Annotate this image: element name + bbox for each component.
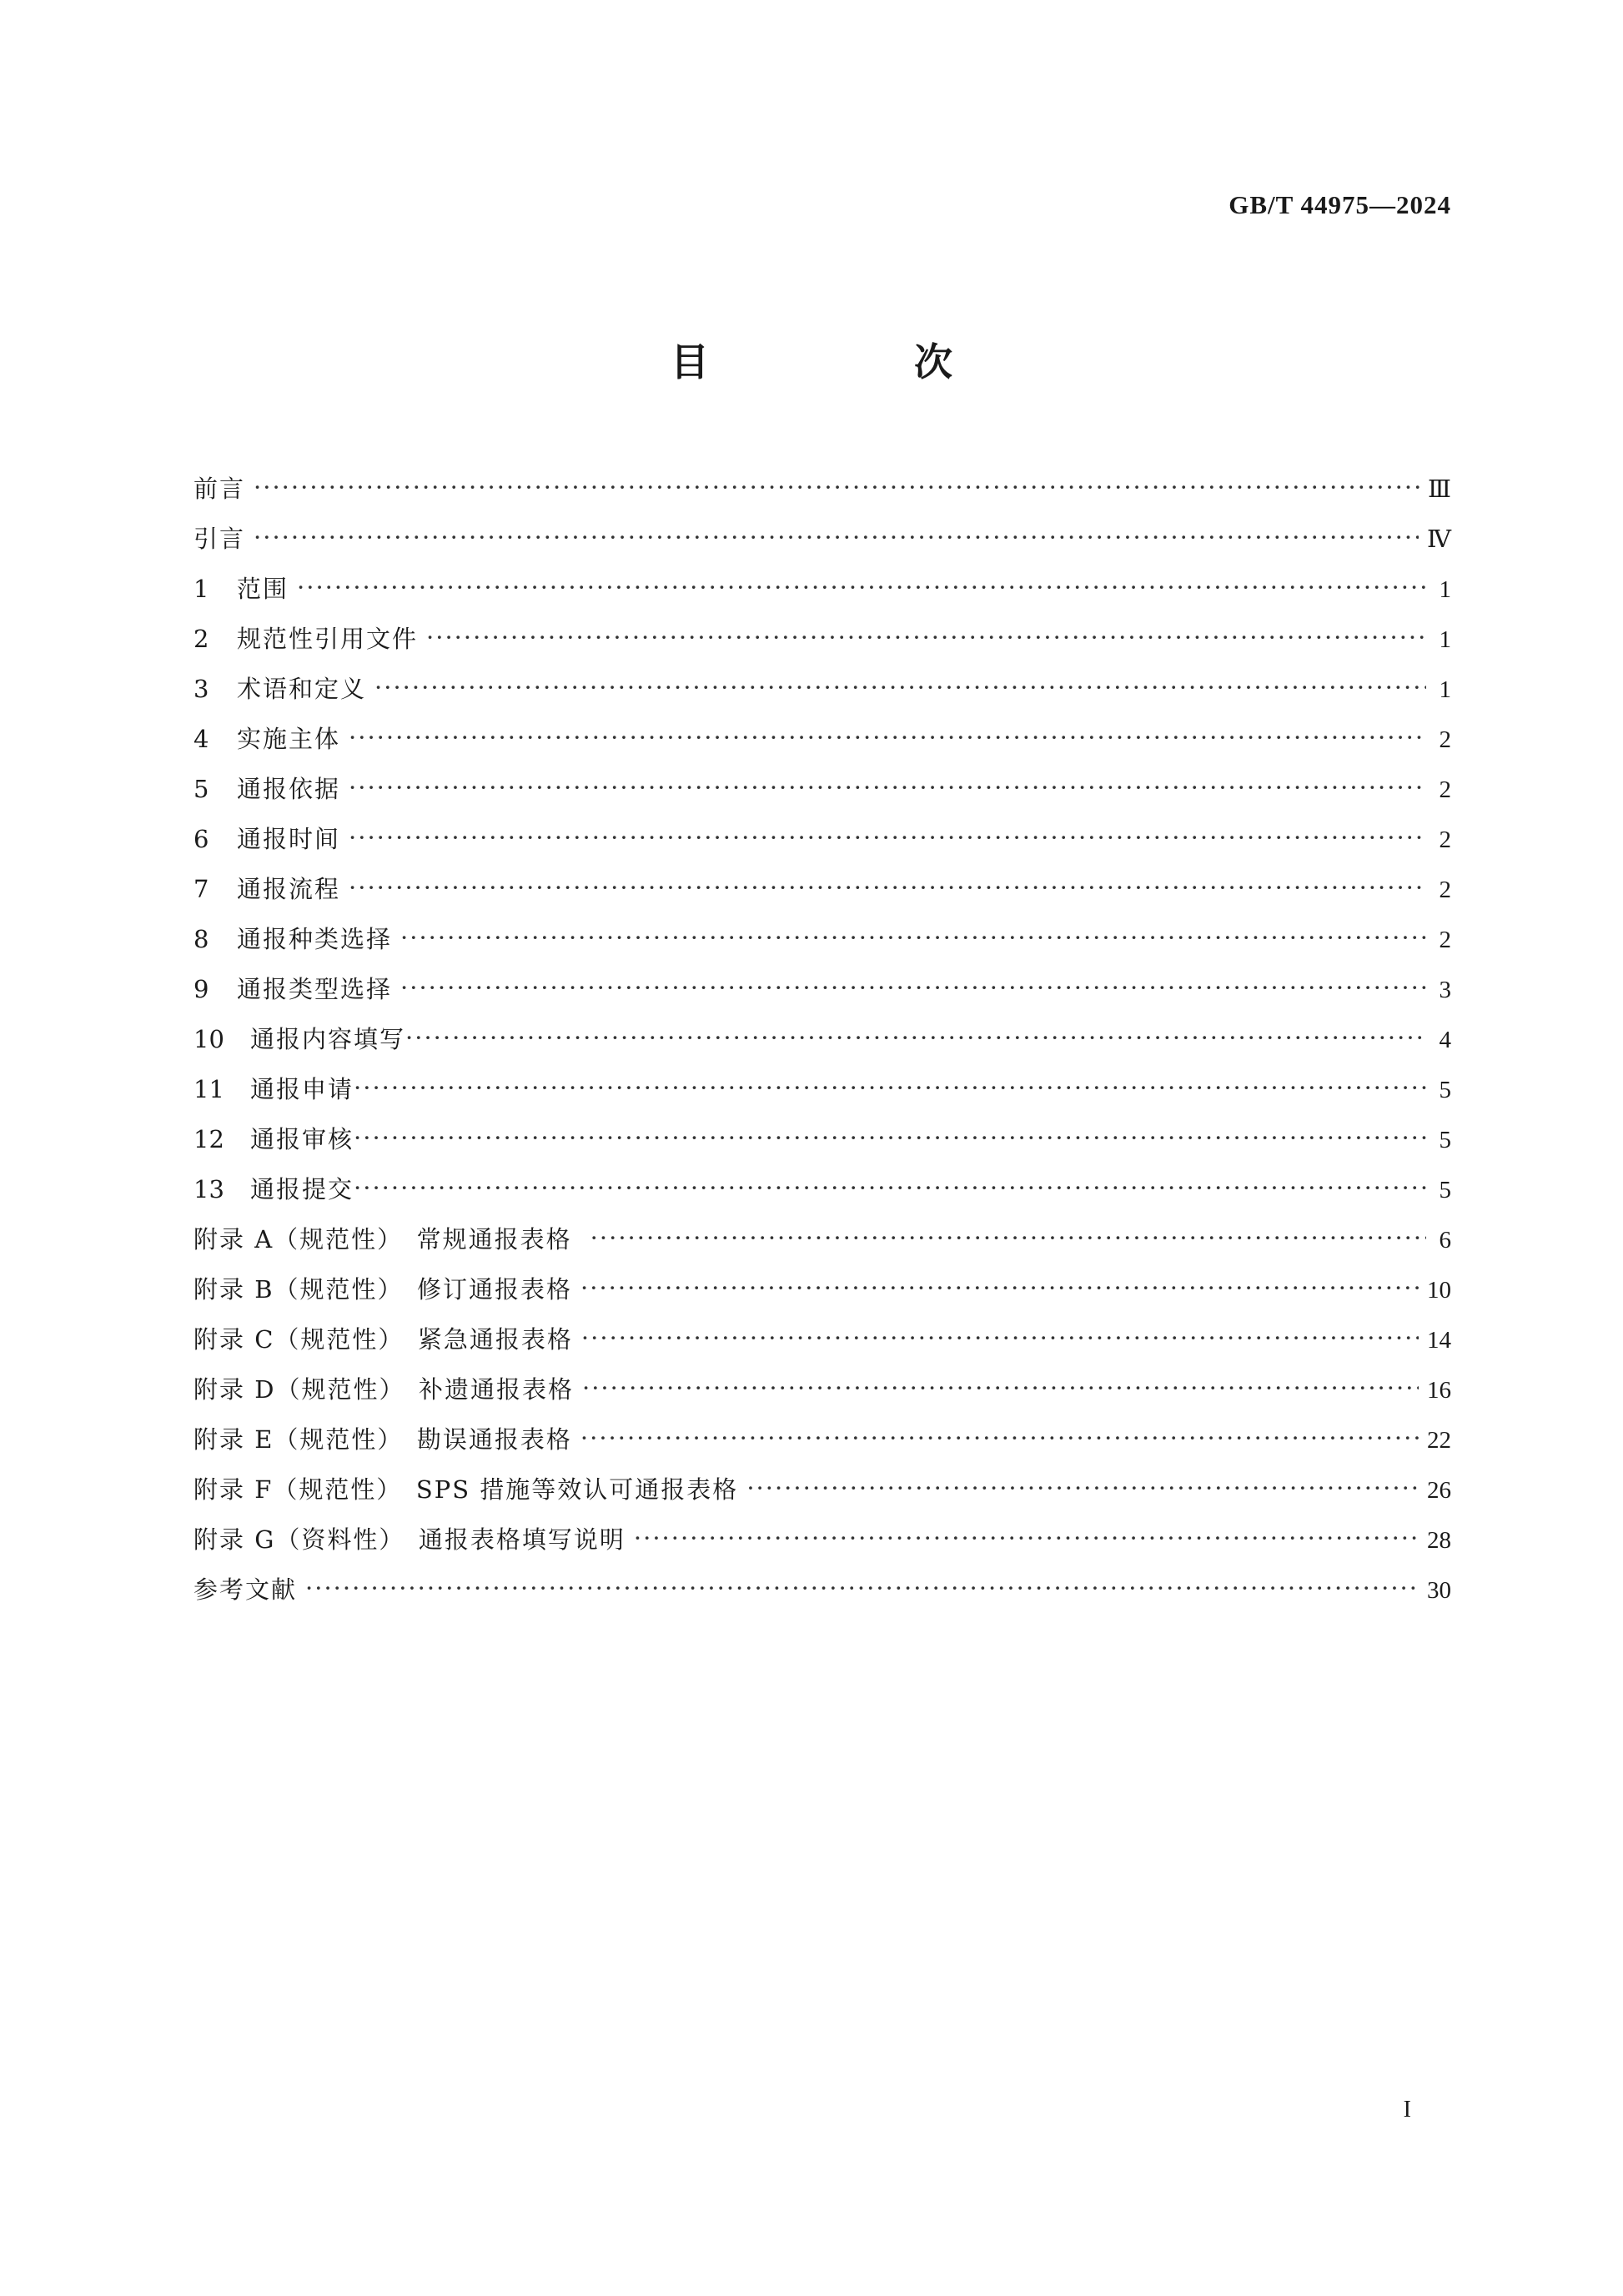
toc-entry-label: 实施主体: [237, 725, 341, 753]
toc-entry-3[interactable]: [193, 664, 1451, 714]
toc-leader-dots: [349, 712, 1426, 762]
toc-entry-label: 通报类型选择: [237, 975, 393, 1003]
toc-entry-label: 通报依据: [237, 775, 341, 803]
toc-entry-page: 2: [1439, 927, 1451, 953]
toc-entry-label: 术语和定义: [237, 675, 367, 703]
toc-entry-page: 1: [1439, 576, 1451, 603]
toc-entry-page: 22: [1427, 1427, 1451, 1454]
toc-entry-annex-f[interactable]: [193, 1465, 1451, 1515]
toc-entry-page: 28: [1427, 1527, 1451, 1554]
toc-leader-dots: [582, 1363, 1419, 1413]
toc-entry-6[interactable]: [193, 814, 1451, 864]
toc-entry-label: 附录 B（规范性） 修订通报表格: [193, 1275, 573, 1304]
toc-entry-annex-d[interactable]: [193, 1364, 1451, 1414]
toc-entry-annex-g[interactable]: [193, 1515, 1451, 1565]
toc-entry-label: 通报提交: [250, 1175, 354, 1203]
toc-entry-page: 4: [1439, 1027, 1451, 1053]
toc-entry-page: 26: [1427, 1477, 1451, 1504]
toc-entry-page: 2: [1439, 776, 1451, 803]
toc-entry-label: 附录 C（规范性） 紧急通报表格: [193, 1325, 573, 1354]
toc-entry-number: 12: [193, 1125, 224, 1153]
toc-entry-page: 14: [1427, 1327, 1451, 1354]
toc-entry-number: 8: [193, 925, 209, 953]
toc-entry-label: 规范性引用文件: [237, 625, 419, 653]
toc-leader-dots: [349, 812, 1426, 862]
toc-entry-annex-a[interactable]: [193, 1214, 1451, 1264]
toc-entry-label: 通报流程: [237, 875, 341, 903]
toc-entry-label: 引言: [193, 525, 246, 553]
toc-leader-dots: [354, 1163, 1426, 1213]
toc-leader-dots: [297, 562, 1426, 612]
toc-leader-dots: [374, 662, 1426, 712]
toc-entry-page: 30: [1427, 1577, 1451, 1604]
toc-entry-number: 2: [193, 625, 209, 653]
toc-entry-bibliography[interactable]: [193, 1565, 1451, 1615]
toc-leader-dots: [254, 512, 1419, 562]
toc-leader-dots: [426, 612, 1426, 662]
toc-entry-annex-e[interactable]: [193, 1414, 1451, 1465]
toc-entry-page: 2: [1439, 826, 1451, 853]
toc-entry-page: 6: [1439, 1227, 1451, 1254]
toc-entry-page: 10: [1427, 1277, 1451, 1304]
toc-entry-label: 附录 E（规范性） 勘误通报表格: [193, 1425, 572, 1454]
toc-leader-dots: [354, 1113, 1426, 1163]
toc-entry-annex-c[interactable]: [193, 1314, 1451, 1364]
toc-leader-dots: [400, 962, 1426, 1012]
toc-entry-page: 1: [1439, 676, 1451, 703]
toc-entry-number: 11: [193, 1075, 224, 1103]
toc-entry-foreword[interactable]: [193, 464, 1451, 514]
toc-entry-label: 范围: [237, 575, 289, 603]
toc-entry-1[interactable]: [193, 564, 1451, 614]
standard-code: GB/T 44975—2024: [1229, 190, 1451, 219]
toc-leader-dots: [580, 1413, 1419, 1463]
toc-entry-label: 通报内容填写: [250, 1025, 406, 1053]
toc-entry-5[interactable]: [193, 764, 1451, 814]
toc-entry-page: Ⅳ: [1427, 526, 1451, 553]
toc-leader-dots: [580, 1263, 1419, 1313]
toc-leader-dots: [305, 1563, 1419, 1613]
toc-entry-number: 4: [193, 725, 209, 753]
toc-entry-10[interactable]: [193, 1014, 1451, 1064]
toc-entry-page: Ⅲ: [1428, 476, 1451, 503]
toc-entry-page: 1: [1439, 626, 1451, 653]
toc-entry-12[interactable]: [193, 1114, 1451, 1164]
toc-entry-11[interactable]: [193, 1064, 1451, 1114]
page-number: I: [1403, 2097, 1411, 2123]
toc-entry-label: 附录 G（资料性） 通报表格填写说明: [193, 1525, 626, 1554]
toc-leader-dots: [254, 462, 1419, 512]
toc-entry-label: 参考文献: [193, 1575, 298, 1604]
toc-entry-page: 2: [1439, 726, 1451, 753]
toc-entry-7[interactable]: [193, 864, 1451, 914]
toc-entry-number: 10: [193, 1025, 224, 1053]
toc-entry-page: 5: [1439, 1077, 1451, 1103]
page-title: 目 次: [671, 339, 1036, 384]
toc-entry-2[interactable]: [193, 614, 1451, 664]
toc-entry-number: 5: [193, 775, 209, 803]
toc-entry-page: 5: [1439, 1177, 1451, 1203]
toc-entry-label: 通报审核: [250, 1125, 354, 1153]
toc-leader-dots: [746, 1463, 1419, 1513]
toc-entry-9[interactable]: [193, 964, 1451, 1014]
toc-entry-number: 1: [193, 575, 209, 603]
toc-entry-number: 9: [193, 975, 209, 1003]
toc-entry-label: 通报时间: [237, 825, 341, 853]
toc-entry-label: 附录 D（规范性） 补遗通报表格: [193, 1375, 574, 1404]
toc-entry-4[interactable]: [193, 714, 1451, 764]
toc-entry-label: 前言: [193, 475, 246, 503]
toc-entry-number: 6: [193, 825, 209, 853]
toc-entry-label: 通报申请: [250, 1075, 354, 1103]
toc-entry-page: 16: [1427, 1377, 1451, 1404]
toc-entry-number: 7: [193, 875, 209, 903]
table-of-contents: [193, 464, 1451, 1615]
toc-leader-dots: [349, 862, 1426, 912]
toc-entry-label: 附录 F（规范性） SPS 措施等效认可通报表格: [193, 1475, 739, 1504]
toc-entry-8[interactable]: [193, 914, 1451, 964]
toc-leader-dots: [400, 912, 1426, 962]
toc-leader-dots: [405, 1012, 1426, 1063]
toc-leader-dots: [590, 1213, 1426, 1263]
toc-entry-annex-b[interactable]: [193, 1264, 1451, 1314]
toc-entry-page: 3: [1439, 977, 1451, 1003]
toc-entry-label: 附录 A（规范性） 常规通报表格: [193, 1225, 572, 1254]
toc-leader-dots: [349, 762, 1426, 812]
toc-leader-dots: [581, 1313, 1419, 1363]
toc-leader-dots: [634, 1513, 1419, 1563]
toc-entry-introduction[interactable]: [193, 514, 1451, 564]
toc-entry-page: 5: [1439, 1127, 1451, 1153]
toc-leader-dots: [354, 1063, 1426, 1113]
toc-entry-number: 3: [193, 675, 209, 703]
toc-entry-number: 13: [193, 1175, 224, 1203]
toc-entry-page: 2: [1439, 877, 1451, 903]
toc-entry-label: 通报种类选择: [237, 925, 393, 953]
toc-entry-13[interactable]: [193, 1164, 1451, 1214]
